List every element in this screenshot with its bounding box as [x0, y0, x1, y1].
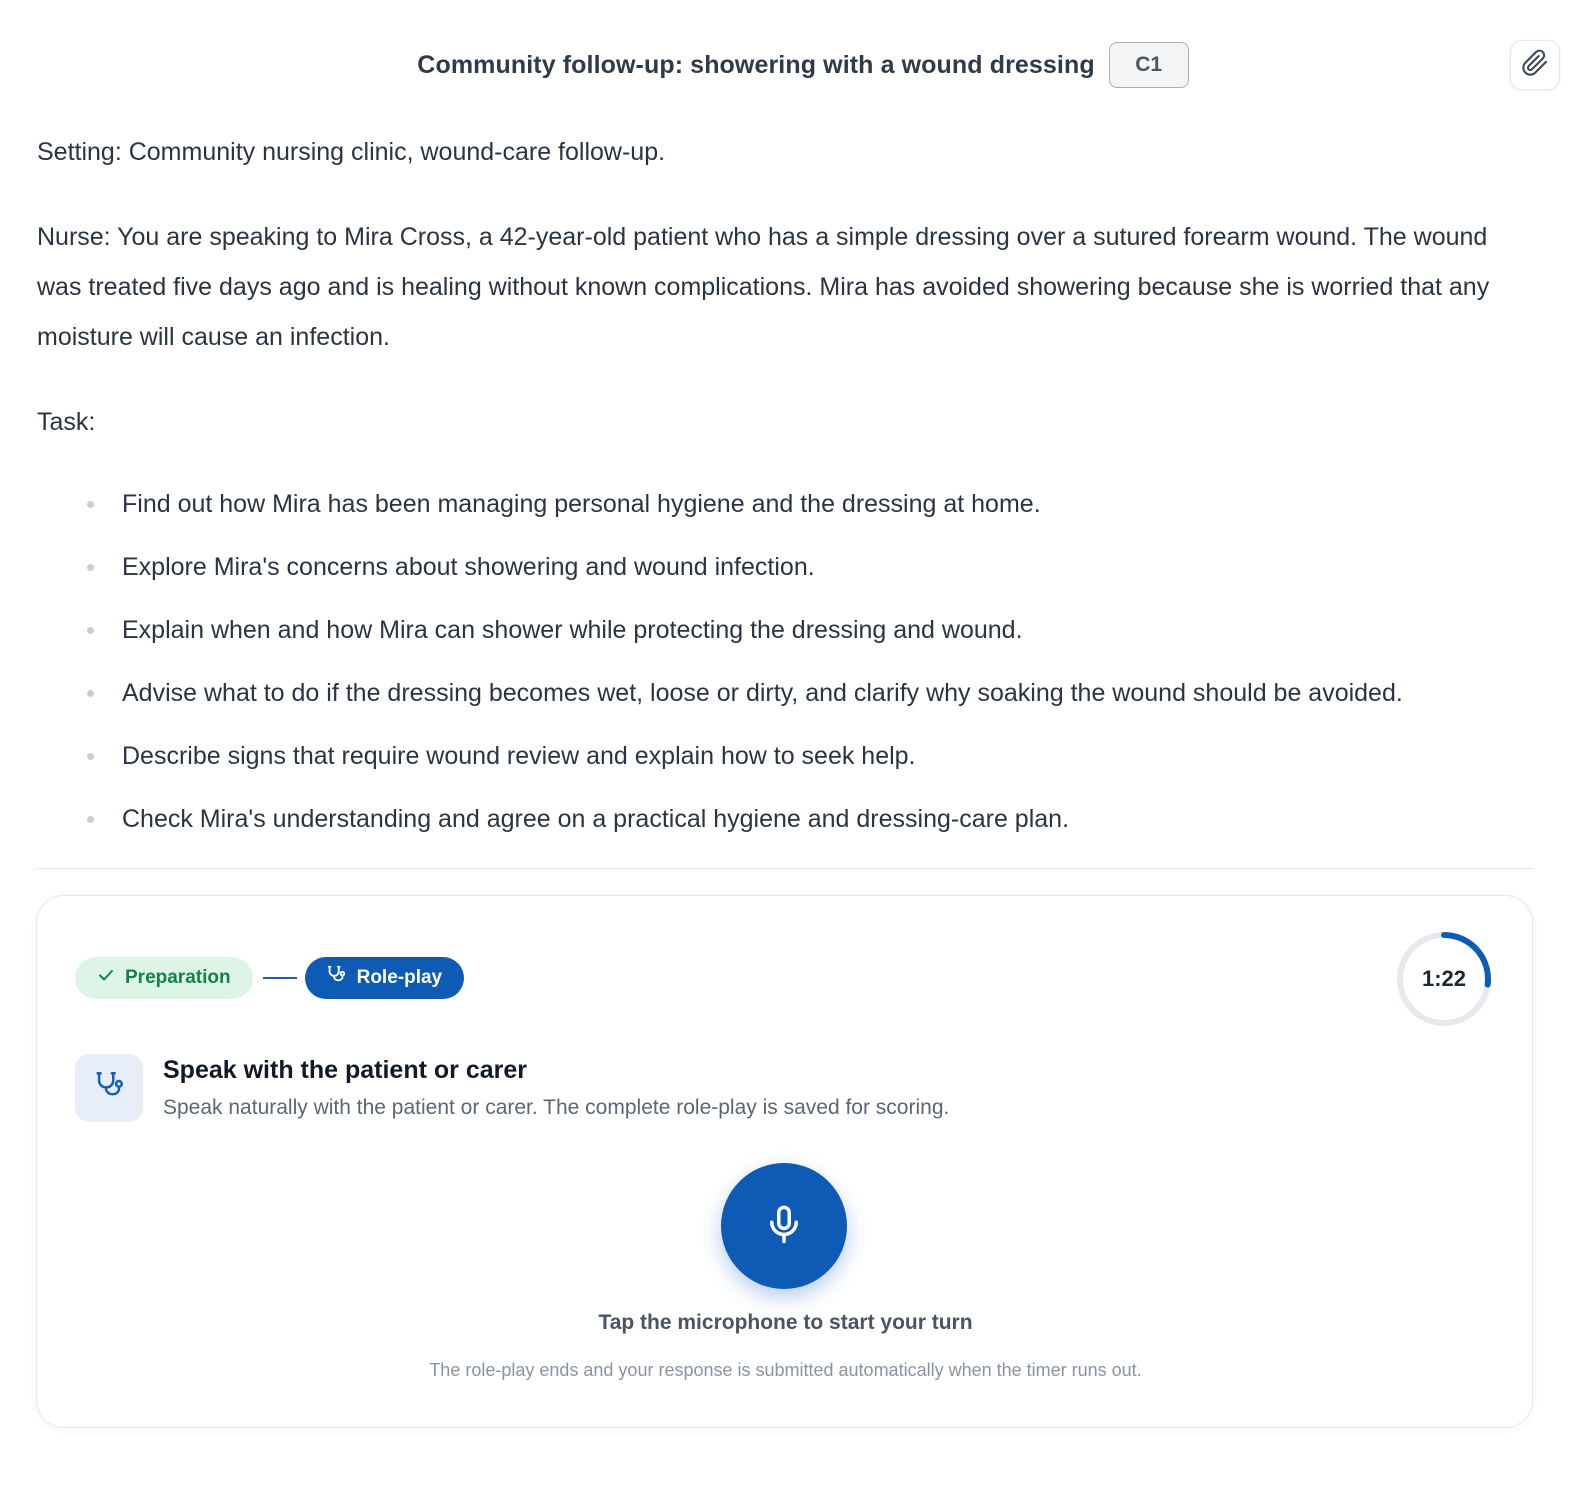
step-roleplay: [305, 957, 465, 999]
setting-text: Setting: Community nursing clinic, wound-care follow-up.: [37, 138, 666, 166]
task-item: Explore Mira's concerns about showering and wound infection.: [37, 545, 1537, 608]
microphone-label: Tap the microphone to start your turn: [598, 1311, 973, 1334]
section-divider: [36, 868, 1533, 869]
auto-submit-note: The role-play ends and your response is submitted automatically when the timer runs out.: [429, 1360, 1142, 1380]
task-item: Explain when and how Mira can shower while protecting the dressing and wound.: [37, 608, 1537, 671]
step-preparation: [75, 957, 253, 999]
header: [0, 40, 1596, 90]
attach-button[interactable]: [1510, 40, 1560, 90]
timer-text: 1:22: [1421, 966, 1467, 991]
role-description: Speak naturally with the patient or carer. The complete role-play is saved for scoring.: [163, 1096, 950, 1119]
microphone-icon: [763, 1203, 805, 1250]
stethoscope-icon: [325, 964, 347, 992]
task-item: Find out how Mira has been managing personal hygiene and the dressing at home.: [37, 482, 1537, 545]
stethoscope-icon: [92, 1069, 126, 1108]
task-label: Task:: [37, 408, 96, 436]
scenario-content: [37, 130, 1537, 860]
task-item: Check Mira's understanding and agree on a practical hygiene and dressing-care plan.: [37, 797, 1537, 860]
task-item: Advise what to do if the dressing becomes wet, loose or dirty, and clarify why soaking the wound should be avoided.: [37, 671, 1537, 734]
roleplay-card: [36, 895, 1533, 1428]
step-label: Preparation: [125, 967, 231, 988]
paperclip-icon: [1521, 49, 1549, 82]
countdown-timer: [1394, 929, 1494, 1029]
page-title: Community follow-up: showering with a wound dressing: [417, 50, 1095, 79]
role-title: Speak with the patient or carer: [163, 1056, 527, 1084]
check-icon: [97, 966, 115, 990]
role-icon-box: [75, 1054, 143, 1122]
level-badge: C1: [1109, 42, 1189, 88]
step-indicator: [75, 957, 464, 999]
scenario-text: Nurse: You are speaking to Mira Cross, a 42-year-old patient who has a simple dressing over a sutured forearm wound. The wound was treated five days ago and is healing without known complications. Mira has avoided showering because she is worried that any moisture will cause an infection.: [37, 223, 1490, 351]
header-title-group: [417, 42, 1188, 88]
task-item: Describe signs that require wound review and explain how to seek help.: [37, 734, 1537, 797]
step-connector: [263, 977, 297, 979]
microphone-button[interactable]: [721, 1163, 847, 1289]
task-list: [37, 482, 1537, 860]
step-label: Role-play: [356, 967, 443, 988]
